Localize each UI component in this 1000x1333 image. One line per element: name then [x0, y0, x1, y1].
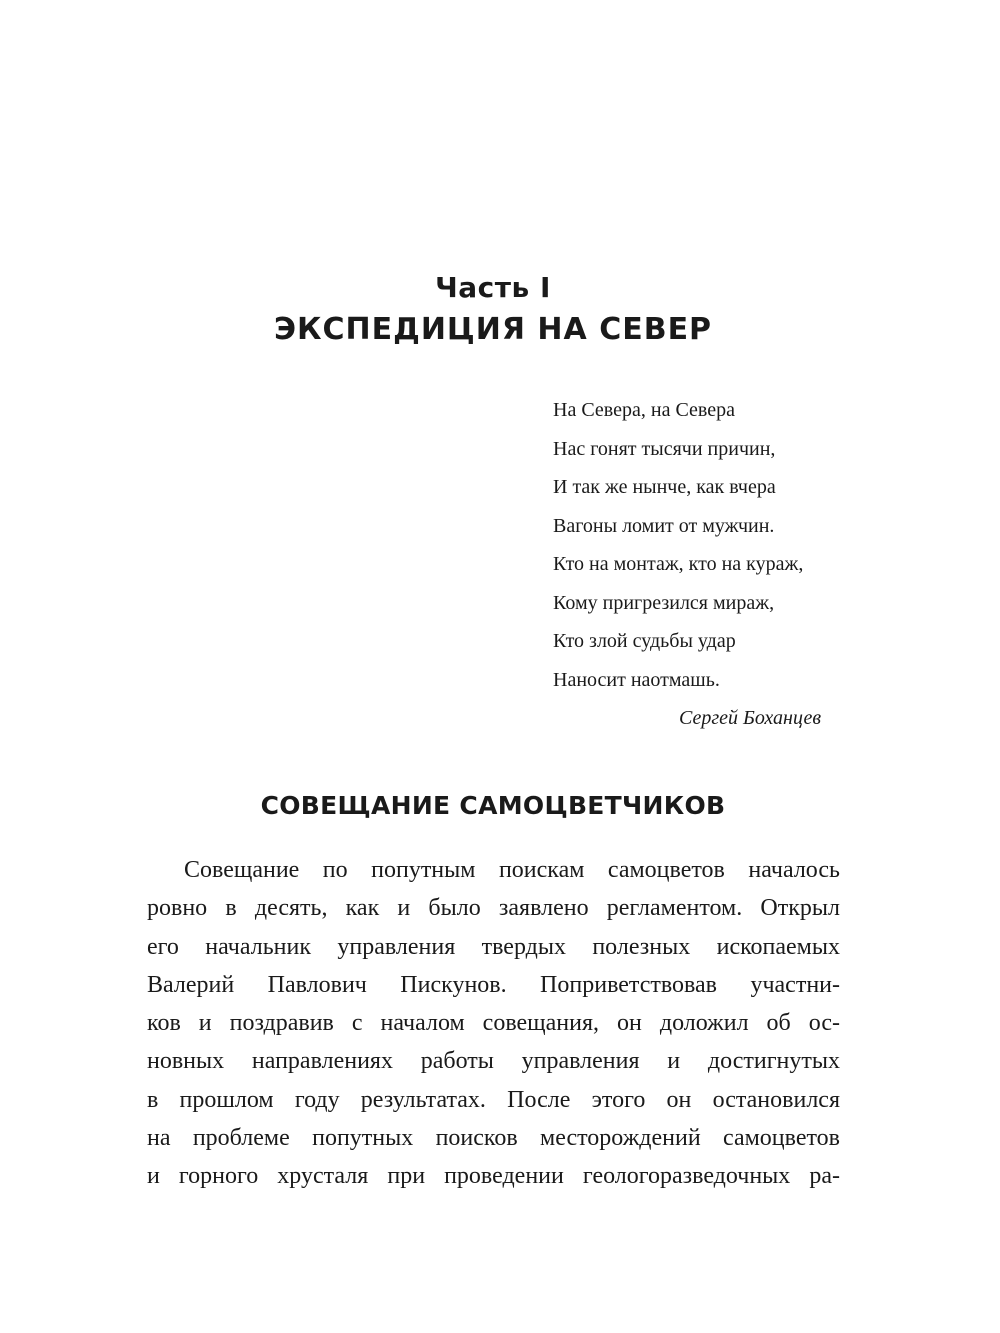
- epigraph-line: Кто злой судьбы удар: [553, 630, 736, 652]
- epigraph-line: На Севера, на Севера: [553, 399, 735, 421]
- epigraph-author: Сергей Боханцев: [679, 707, 822, 729]
- epigraph-line: Вагоны ломит от мужчин.: [553, 514, 775, 537]
- epigraph-line: Кому пригрезился мираж,: [553, 591, 775, 614]
- body-line: ков и поздравив с началом совещания, он доложил об ос-: [147, 1010, 840, 1037]
- body-line: новных направлениях работы управления и достигнутых: [147, 1048, 840, 1075]
- body-line: его начальник управления твердых полезных ископаемых: [147, 933, 840, 960]
- body-line: и горного хрусталя при проведении геологоразведочных ра-: [147, 1163, 840, 1190]
- epigraph-line: И так же нынче, как вчера: [553, 476, 776, 498]
- epigraph-line: Наносит наотмашь.: [553, 668, 720, 691]
- part-number: Часть I: [435, 271, 551, 304]
- section-title: СОВЕЩАНИЕ САМОЦВЕТЧИКОВ: [260, 791, 726, 820]
- body-line: ровно в десять, как и было заявлено регламентом. Открыл: [147, 895, 840, 922]
- epigraph: [553, 391, 853, 729]
- body-line: Валерий Павлович Пискунов. Поприветствовав участни-: [147, 971, 840, 998]
- body-line: Совещание по попутным поискам самоцветов началось: [184, 857, 840, 883]
- epigraph-line: Кто на монтаж, кто на кураж,: [553, 553, 804, 575]
- body-paragraph: [147, 851, 840, 1196]
- part-title: ЭКСПЕДИЦИЯ НА СЕВЕР: [273, 312, 713, 347]
- body-line: в прошлом году результатах. После этого он остановился: [147, 1086, 840, 1113]
- body-line: на проблеме попутных поисков месторождений самоцветов: [147, 1125, 840, 1152]
- epigraph-line: Нас гонят тысячи причин,: [553, 437, 776, 460]
